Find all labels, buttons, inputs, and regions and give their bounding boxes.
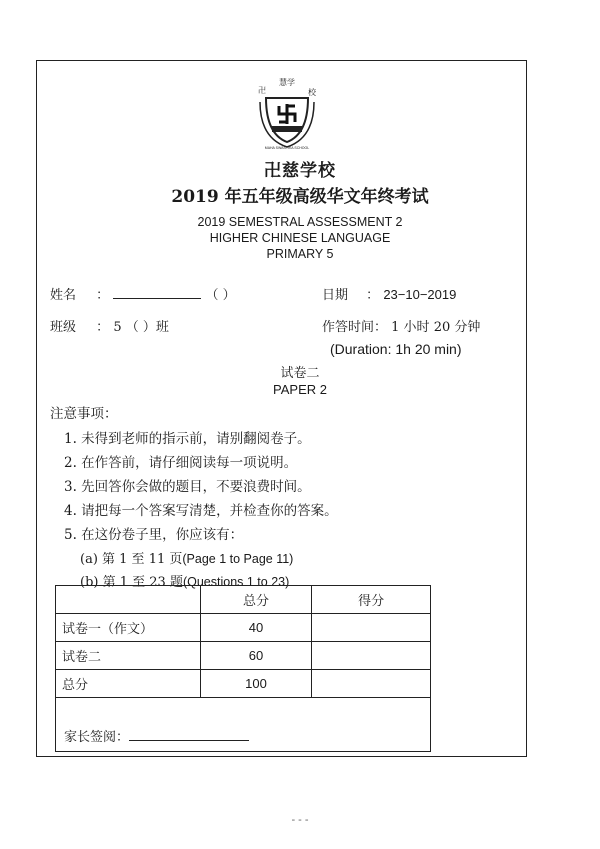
paper-title-en: PAPER 2 xyxy=(273,382,327,397)
note-item-5: 5. 在这份卷子里，你应该有： xyxy=(64,527,244,543)
row-total: 100 xyxy=(200,670,312,698)
note-item-4: 4. 请把每一个答案写清楚，并检查你的答案。 xyxy=(64,503,338,519)
row-label: 总分 xyxy=(56,670,201,698)
table-header-score: 得分 xyxy=(312,586,431,614)
date-label: 日期 xyxy=(322,288,349,303)
note-sub-a-cn: (a) 第 1 至 11 页 xyxy=(80,552,183,567)
note-item-1: 1. 未得到老师的指示前，请别翻阅卷子。 xyxy=(64,431,311,447)
note-item-3: 3. 先回答你会做的题目，不要浪费时间。 xyxy=(64,479,311,495)
note-sub-b-cn: (b) 第 1 至 23 题 xyxy=(80,575,183,590)
table-row xyxy=(56,642,431,670)
index-number-field[interactable]: （ ） xyxy=(205,288,236,303)
paper-title-cn: 试卷二 xyxy=(280,366,320,381)
duration-en: (Duration: 1h 20 min) xyxy=(330,341,462,357)
class-row: 班级 ： 5 （ ）班 xyxy=(50,320,169,335)
time-value: 1 小时 20 分钟 xyxy=(391,320,481,335)
parent-signature-row xyxy=(64,726,249,745)
row-score[interactable] xyxy=(312,614,431,642)
school-logo xyxy=(256,76,318,150)
class-label: 班级 xyxy=(50,320,77,335)
subject-en: HIGHER CHINESE LANGUAGE xyxy=(209,231,391,245)
date-value: 23−10−2019 xyxy=(383,287,457,302)
name-field[interactable] xyxy=(113,286,201,299)
name-label: 姓名 xyxy=(50,288,77,303)
parent-signature-box xyxy=(55,694,431,752)
svg-text:慧学: 慧学 xyxy=(279,78,295,87)
row-score[interactable] xyxy=(312,642,431,670)
table-row xyxy=(56,614,431,642)
note-item-2: 2. 在作答前，请仔细阅读每一项说明。 xyxy=(64,455,298,471)
note-sub-a-en: (Page 1 to Page 11) xyxy=(182,552,294,566)
note-sub-a xyxy=(80,548,293,567)
svg-text:MAHA SWASTIKA SCHOOL: MAHA SWASTIKA SCHOOL xyxy=(264,146,310,150)
score-table xyxy=(55,585,431,698)
assessment-en: 2019 SEMESTRAL ASSESSMENT 2 xyxy=(197,215,403,229)
level-en: PRIMARY 5 xyxy=(266,247,334,261)
svg-text:校: 校 xyxy=(308,88,316,97)
time-row xyxy=(322,316,480,335)
row-label: 试卷一（作文） xyxy=(56,614,201,642)
name-row: 姓名 ： （ ） xyxy=(50,288,236,303)
notes-heading: 注意事项： xyxy=(50,406,118,422)
row-total: 60 xyxy=(200,642,312,670)
table-header-total: 总分 xyxy=(200,586,312,614)
parent-signature-label: 家长签阅： xyxy=(64,730,130,745)
table-header-cell xyxy=(56,586,201,614)
row-label: 试卷二 xyxy=(56,642,201,670)
school-name: 卍慈学校 xyxy=(264,161,336,181)
page-marker: - - - xyxy=(291,814,309,826)
table-header-row xyxy=(56,586,431,614)
note-sub-b-en: (Questions 1 to 23) xyxy=(182,575,290,589)
date-row: 日期 ： 23−10−2019 xyxy=(322,287,457,303)
row-total: 40 xyxy=(200,614,312,642)
class-field[interactable]: 5 （ ）班 xyxy=(113,320,169,335)
parent-signature-field[interactable] xyxy=(129,728,249,741)
time-label: 作答时间： xyxy=(322,320,388,335)
svg-text:卍: 卍 xyxy=(258,86,266,95)
exam-title: 2019 年五年级高级华文年终考试 xyxy=(171,187,429,207)
